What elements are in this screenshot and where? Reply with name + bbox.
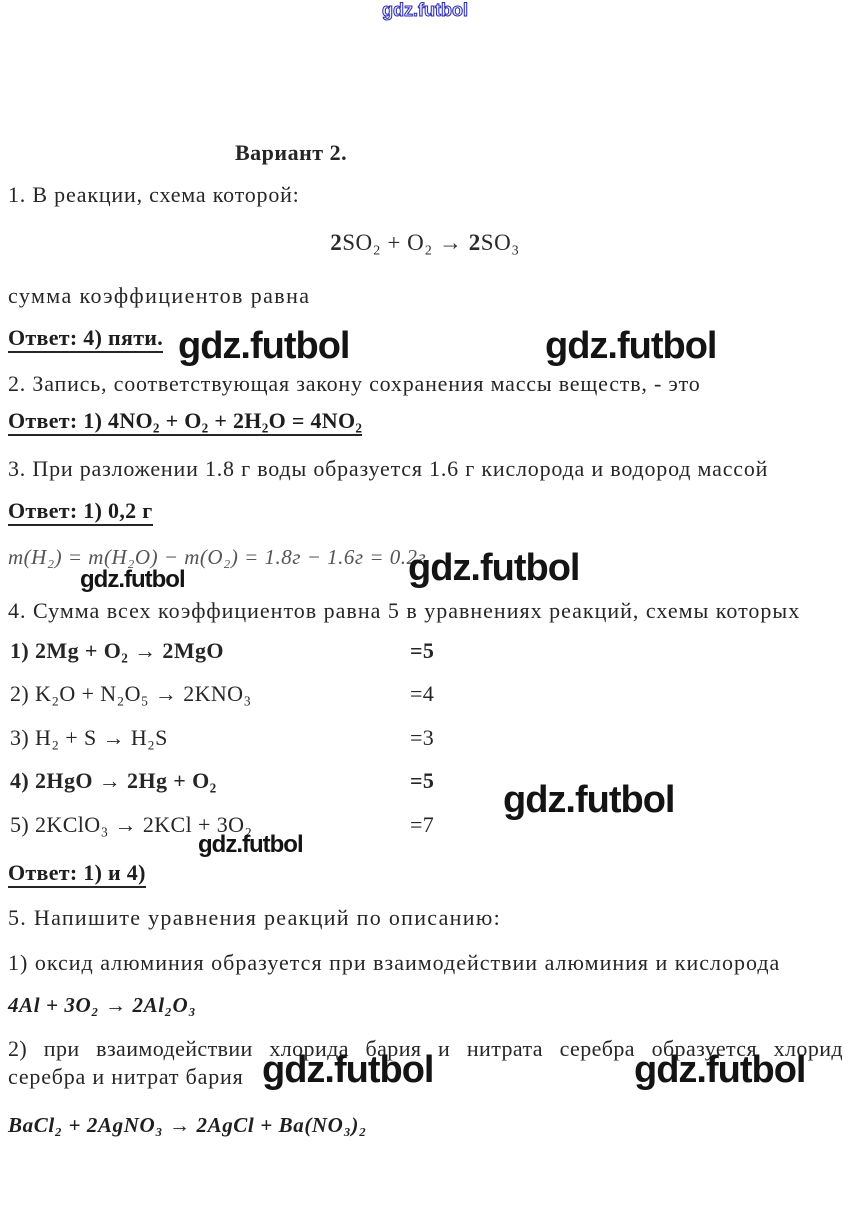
question-5-item-2-line-2: серебра и нитрат бария [8, 1064, 244, 1089]
watermark: gdz.futbol [408, 547, 580, 589]
equation-row-formula: 2) K₂O + N₂O₅ → 2KNO₃ [10, 681, 252, 706]
question-5-text: 5. Напишите уравнения реакций по описанию: [8, 905, 501, 930]
question-1-tail: сумма коэффициентов равна [8, 283, 311, 308]
equation-row-sum: =5 [410, 768, 435, 793]
equation-row [10, 681, 850, 709]
watermark: gdz.futbol [545, 325, 717, 367]
equation-row-sum: =3 [410, 725, 435, 750]
watermark: gdz.futbol [198, 831, 303, 858]
equation-row-sum: =7 [410, 812, 435, 837]
equation-row-sum: =5 [410, 638, 435, 663]
equation-row-sum: =4 [410, 681, 435, 706]
watermark: gdz.futbol [178, 325, 350, 367]
question-4-text: 4. Сумма всех коэффициентов равна 5 в уравнениях реакций, схемы которых [8, 598, 801, 623]
equation-row-formula: 3) H₂ + S → H₂S [10, 725, 168, 750]
question-3-text: 3. При разложении 1.8 г воды образуется 1.6 г кислорода и водород массой [8, 456, 769, 481]
question-1-text: 1. В реакции, схема которой: [8, 182, 300, 207]
watermark: gdz.futbol [634, 1049, 806, 1091]
watermark-top: gdz.futbol [382, 0, 468, 20]
question-2-text: 2. Запись, соответствующая закону сохранения массы веществ, - это [8, 371, 701, 396]
reaction-equation-1: 4Al + 3O₂ → 2Al₂O₃ [8, 993, 197, 1017]
question-1-equation: 2SO₂ + O₂ → 2SO₃ [330, 230, 520, 255]
reaction-equation-2: BaCl₂ + 2AgNO₃ → 2AgCl + Ba(NO₃)₂ [8, 1113, 367, 1137]
page-title: Вариант 2. [235, 140, 348, 165]
question-5-item-2-line-1: 2) при взаимодействии хлорида бария и нитрата серебра образуется хлорид [8, 1036, 843, 1061]
equation-row [10, 768, 850, 796]
answer-1: Ответ: 4) пяти. [8, 325, 163, 353]
mass-formula: m(H₂) = m(H₂O) − m(O₂) = 1.8г − 1.6г = 0.2г [8, 545, 427, 569]
equation-row-formula: 5) 2KClO₃ → 2KCl + 3O₂ [10, 812, 253, 837]
equation-row-formula: 1) 2Mg + O₂ → 2MgO [10, 638, 224, 663]
answer-3: Ответ: 1) 0,2 г [8, 498, 153, 526]
answer-2: Ответ: 1) 4NO₂ + O₂ + 2H₂O = 4NO₂ [8, 408, 362, 436]
equation-row [10, 638, 850, 666]
equation-row [10, 725, 850, 753]
equation-row-formula: 4) 2HgO → 2Hg + O₂ [10, 768, 217, 793]
watermark: gdz.futbol [262, 1049, 434, 1091]
watermark: gdz.futbol [503, 779, 675, 821]
question-5-item-1: 1) оксид алюминия образуется при взаимодействии алюминия и кислорода [8, 950, 781, 975]
answer-4: Ответ: 1) и 4) [8, 860, 146, 888]
equation-row [10, 812, 850, 840]
watermark: gdz.futbol [80, 566, 185, 593]
